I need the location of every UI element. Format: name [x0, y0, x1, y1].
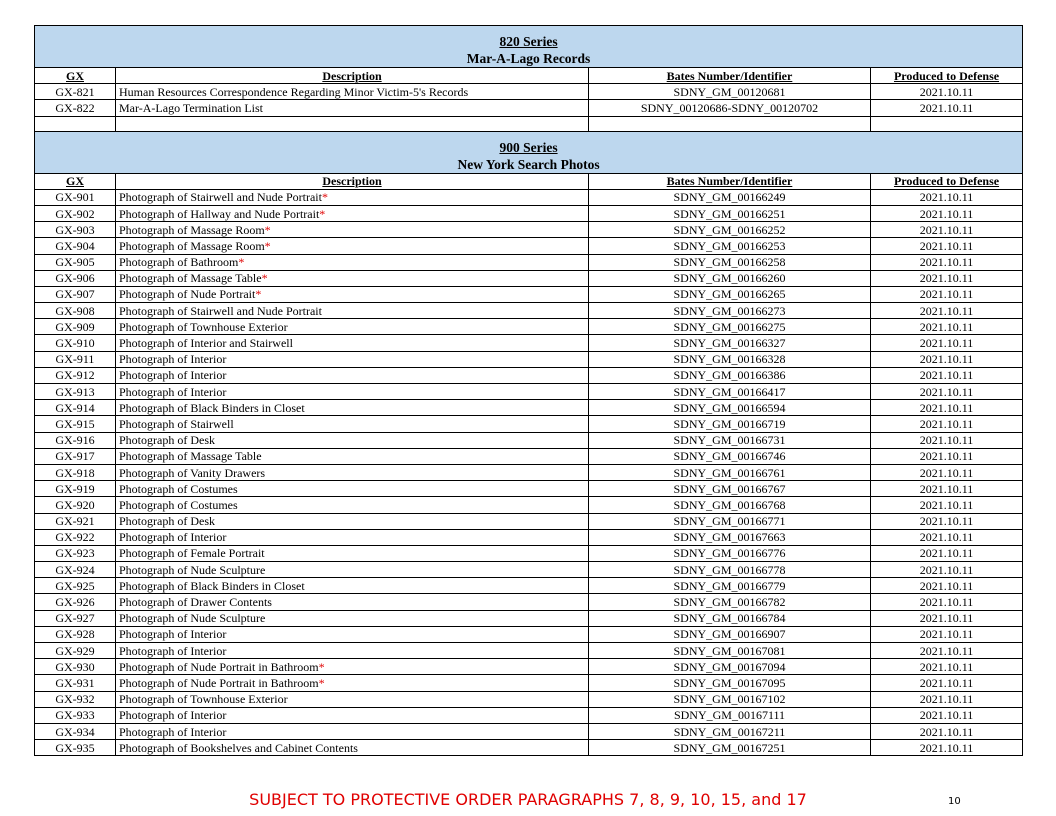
protective-order-footer: SUBJECT TO PROTECTIVE ORDER PARAGRAPHS 7, 8, 9, 10, 15, and 17 [249, 790, 807, 809]
description-text: Photograph of Desk [119, 514, 215, 529]
description-text: Photograph of Interior [119, 368, 227, 383]
bates-cell: SDNY_GM_00167663 [589, 529, 871, 545]
asterisk-marker: * [264, 222, 271, 237]
description-text: Photograph of Black Binders in Closet [119, 578, 305, 593]
produced-date-cell: 2021.10.11 [871, 205, 1023, 221]
gx-cell: GX-902 [35, 205, 116, 221]
table-row [35, 529, 1023, 545]
description-cell [116, 335, 589, 351]
col-bates-header: Bates Number/Identifier [589, 173, 871, 189]
bates-cell: SDNY_GM_00167251 [589, 740, 871, 756]
produced-date-cell: 2021.10.11 [871, 100, 1023, 116]
gx-cell: GX-901 [35, 189, 116, 205]
gx-cell: GX-922 [35, 529, 116, 545]
col-gx-header: GX [35, 173, 116, 189]
description-text: Human Resources Correspondence Regarding Minor Victim-5's Records [119, 84, 469, 99]
bates-cell: SDNY_GM_00166417 [589, 384, 871, 400]
bates-cell: SDNY_GM_00166252 [589, 222, 871, 238]
description-text: Photograph of Desk [119, 433, 215, 448]
gx-cell: GX-905 [35, 254, 116, 270]
table-row [35, 303, 1023, 319]
description-text: Photograph of Interior [119, 530, 227, 545]
section-900-title: 900 Series [499, 139, 558, 155]
description-cell [116, 205, 589, 221]
gx-cell: GX-923 [35, 545, 116, 561]
produced-date-cell: 2021.10.11 [871, 740, 1023, 756]
description-cell [116, 513, 589, 529]
section-900-heading [35, 131, 1023, 173]
gx-cell: GX-931 [35, 675, 116, 691]
description-cell [116, 659, 589, 675]
col-bates-header: Bates Number/Identifier [589, 68, 871, 84]
produced-date-cell: 2021.10.11 [871, 319, 1023, 335]
table-row [35, 497, 1023, 513]
table-row [35, 238, 1023, 254]
produced-date-cell: 2021.10.11 [871, 594, 1023, 610]
produced-date-cell: 2021.10.11 [871, 513, 1023, 529]
bates-cell: SDNY_GM_00167081 [589, 643, 871, 659]
description-cell [116, 464, 589, 480]
asterisk-marker: * [319, 206, 326, 221]
produced-date-cell: 2021.10.11 [871, 254, 1023, 270]
description-cell [116, 740, 589, 756]
description-text: Photograph of Interior and Stairwell [119, 336, 293, 351]
produced-date-cell: 2021.10.11 [871, 643, 1023, 659]
table-row [35, 594, 1023, 610]
description-text: Photograph of Townhouse Exterior [119, 692, 288, 707]
table-row [35, 481, 1023, 497]
section-900-subtitle: New York Search Photos [457, 156, 600, 172]
description-cell [116, 481, 589, 497]
description-text: Photograph of Nude Portrait in Bathroom [119, 659, 319, 674]
description-text: Photograph of Vanity Drawers [119, 465, 266, 480]
description-text: Photograph of Stairwell [119, 416, 234, 431]
description-text: Photograph of Nude Portrait [119, 287, 256, 302]
bates-cell: SDNY_00120686-SDNY_00120702 [589, 100, 871, 116]
produced-date-cell: 2021.10.11 [871, 351, 1023, 367]
col-produced-header: Produced to Defense [871, 68, 1023, 84]
gx-cell: GX-926 [35, 594, 116, 610]
bates-cell: SDNY_GM_00166731 [589, 432, 871, 448]
produced-date-cell: 2021.10.11 [871, 384, 1023, 400]
column-header-row [35, 68, 1023, 84]
column-header-row [35, 173, 1023, 189]
produced-date-cell: 2021.10.11 [871, 578, 1023, 594]
gx-cell: GX-928 [35, 626, 116, 642]
section-900-header [35, 131, 1023, 173]
table-row [35, 384, 1023, 400]
table-row [35, 707, 1023, 723]
table-row [35, 367, 1023, 383]
description-cell [116, 529, 589, 545]
bates-cell: SDNY_GM_00166768 [589, 497, 871, 513]
description-cell [116, 723, 589, 739]
description-cell [116, 286, 589, 302]
description-cell [116, 400, 589, 416]
bates-cell: SDNY_GM_00166782 [589, 594, 871, 610]
produced-date-cell: 2021.10.11 [871, 562, 1023, 578]
produced-date-cell: 2021.10.11 [871, 707, 1023, 723]
bates-cell: SDNY_GM_00167111 [589, 707, 871, 723]
produced-date-cell: 2021.10.11 [871, 691, 1023, 707]
table-row [35, 562, 1023, 578]
description-text: Photograph of Interior [119, 643, 227, 658]
table-row [35, 545, 1023, 561]
produced-date-cell: 2021.10.11 [871, 481, 1023, 497]
description-text: Photograph of Interior [119, 724, 227, 739]
asterisk-marker: * [321, 190, 328, 205]
exhibit-list-sheet [34, 25, 1022, 756]
description-cell [116, 448, 589, 464]
description-cell [116, 351, 589, 367]
spacer-row [35, 116, 1023, 131]
gx-cell: GX-909 [35, 319, 116, 335]
bates-cell: SDNY_GM_00166907 [589, 626, 871, 642]
gx-cell: GX-912 [35, 367, 116, 383]
table-row [35, 222, 1023, 238]
description-text: Photograph of Female Portrait [119, 546, 265, 561]
produced-date-cell: 2021.10.11 [871, 303, 1023, 319]
description-text: Photograph of Costumes [119, 497, 238, 512]
table-row [35, 400, 1023, 416]
description-cell [116, 497, 589, 513]
bates-cell: SDNY_GM_00166784 [589, 610, 871, 626]
bates-cell: SDNY_GM_00167102 [589, 691, 871, 707]
description-text: Photograph of Drawer Contents [119, 595, 272, 610]
produced-date-cell: 2021.10.11 [871, 286, 1023, 302]
bates-cell: SDNY_GM_00166771 [589, 513, 871, 529]
bates-cell: SDNY_GM_00166761 [589, 464, 871, 480]
exhibit-table-body [35, 26, 1023, 756]
table-row [35, 610, 1023, 626]
description-cell [116, 643, 589, 659]
bates-cell: SDNY_GM_00166327 [589, 335, 871, 351]
gx-cell: GX-934 [35, 723, 116, 739]
gx-cell: GX-920 [35, 497, 116, 513]
table-row [35, 205, 1023, 221]
produced-date-cell: 2021.10.11 [871, 464, 1023, 480]
produced-date-cell: 2021.10.11 [871, 84, 1023, 100]
bates-cell: SDNY_GM_00166265 [589, 286, 871, 302]
col-gx-header: GX [35, 68, 116, 84]
bates-cell: SDNY_GM_00166746 [589, 448, 871, 464]
table-row [35, 691, 1023, 707]
bates-cell: SDNY_GM_00167094 [589, 659, 871, 675]
section-820-title: 820 Series [499, 34, 558, 49]
description-cell [116, 270, 589, 286]
description-text: Photograph of Massage Room [119, 222, 265, 237]
asterisk-marker: * [318, 659, 325, 674]
description-cell [116, 416, 589, 432]
description-cell [116, 707, 589, 723]
col-description-header: Description [116, 173, 589, 189]
table-row [35, 513, 1023, 529]
description-cell [116, 432, 589, 448]
table-row [35, 319, 1023, 335]
gx-cell: GX-921 [35, 513, 116, 529]
description-text: Photograph of Massage Room [119, 238, 265, 253]
table-row [35, 432, 1023, 448]
description-cell [116, 545, 589, 561]
section-820-subtitle: Mar-A-Lago Records [466, 51, 591, 66]
description-cell [116, 626, 589, 642]
description-cell [116, 367, 589, 383]
gx-cell: GX-916 [35, 432, 116, 448]
produced-date-cell: 2021.10.11 [871, 189, 1023, 205]
gx-cell: GX-914 [35, 400, 116, 416]
bates-cell: SDNY_GM_00166776 [589, 545, 871, 561]
produced-date-cell: 2021.10.11 [871, 545, 1023, 561]
description-text: Mar-A-Lago Termination List [119, 100, 263, 115]
gx-cell: GX-911 [35, 351, 116, 367]
section-820-header [35, 26, 1023, 68]
page-number: 10 [948, 796, 961, 807]
table-row [35, 254, 1023, 270]
gx-cell: GX-935 [35, 740, 116, 756]
asterisk-marker: * [238, 255, 245, 270]
gx-cell: GX-906 [35, 270, 116, 286]
gx-cell: GX-929 [35, 643, 116, 659]
produced-date-cell: 2021.10.11 [871, 448, 1023, 464]
description-text: Photograph of Massage Table [119, 449, 262, 464]
table-row [35, 335, 1023, 351]
produced-date-cell: 2021.10.11 [871, 610, 1023, 626]
description-text: Photograph of Nude Portrait in Bathroom [119, 675, 319, 690]
description-text: Photograph of Bathroom [119, 255, 239, 270]
description-cell [116, 691, 589, 707]
table-row [35, 675, 1023, 691]
description-cell [116, 594, 589, 610]
description-cell [116, 222, 589, 238]
produced-date-cell: 2021.10.11 [871, 367, 1023, 383]
bates-cell: SDNY_GM_00166779 [589, 578, 871, 594]
col-produced-header: Produced to Defense [871, 173, 1023, 189]
description-cell [116, 84, 589, 100]
produced-date-cell: 2021.10.11 [871, 626, 1023, 642]
col-description-header: Description [116, 68, 589, 84]
description-cell [116, 610, 589, 626]
description-text: Photograph of Nude Sculpture [119, 611, 266, 626]
table-row [35, 100, 1023, 116]
description-text: Photograph of Stairwell and Nude Portrait [119, 303, 322, 318]
description-cell [116, 578, 589, 594]
description-cell [116, 303, 589, 319]
bates-cell: SDNY_GM_00166258 [589, 254, 871, 270]
produced-date-cell: 2021.10.11 [871, 238, 1023, 254]
produced-date-cell: 2021.10.11 [871, 659, 1023, 675]
description-cell [116, 319, 589, 335]
table-row [35, 84, 1023, 100]
gx-cell: GX-927 [35, 610, 116, 626]
table-row [35, 270, 1023, 286]
bates-cell: SDNY_GM_00167095 [589, 675, 871, 691]
gx-cell: GX-822 [35, 100, 116, 116]
table-row [35, 448, 1023, 464]
table-row [35, 626, 1023, 642]
table-row [35, 464, 1023, 480]
bates-cell: SDNY_GM_00120681 [589, 84, 871, 100]
gx-cell: GX-918 [35, 464, 116, 480]
produced-date-cell: 2021.10.11 [871, 432, 1023, 448]
table-row [35, 189, 1023, 205]
produced-date-cell: 2021.10.11 [871, 222, 1023, 238]
gx-cell: GX-930 [35, 659, 116, 675]
gx-cell: GX-903 [35, 222, 116, 238]
exhibit-table [34, 25, 1023, 756]
description-text: Photograph of Black Binders in Closet [119, 400, 305, 415]
asterisk-marker: * [318, 675, 325, 690]
bates-cell: SDNY_GM_00166273 [589, 303, 871, 319]
description-text: Photograph of Interior [119, 384, 227, 399]
gx-cell: GX-924 [35, 562, 116, 578]
gx-cell: GX-910 [35, 335, 116, 351]
bates-cell: SDNY_GM_00166253 [589, 238, 871, 254]
table-row [35, 578, 1023, 594]
description-text: Photograph of Interior [119, 352, 227, 367]
description-cell [116, 189, 589, 205]
produced-date-cell: 2021.10.11 [871, 497, 1023, 513]
asterisk-marker: * [264, 238, 271, 253]
table-row [35, 723, 1023, 739]
asterisk-marker: * [261, 271, 268, 286]
bates-cell: SDNY_GM_00166249 [589, 189, 871, 205]
description-text: Photograph of Townhouse Exterior [119, 319, 288, 334]
description-text: Photograph of Hallway and Nude Portrait [119, 206, 320, 221]
bates-cell: SDNY_GM_00166275 [589, 319, 871, 335]
bates-cell: SDNY_GM_00166251 [589, 205, 871, 221]
bates-cell: SDNY_GM_00166386 [589, 367, 871, 383]
table-row [35, 659, 1023, 675]
bates-cell: SDNY_GM_00166719 [589, 416, 871, 432]
bates-cell: SDNY_GM_00166328 [589, 351, 871, 367]
produced-date-cell: 2021.10.11 [871, 529, 1023, 545]
produced-date-cell: 2021.10.11 [871, 270, 1023, 286]
gx-cell: GX-904 [35, 238, 116, 254]
gx-cell: GX-913 [35, 384, 116, 400]
bates-cell: SDNY_GM_00167211 [589, 723, 871, 739]
description-text: Photograph of Massage Table [119, 271, 262, 286]
description-cell [116, 254, 589, 270]
bates-cell: SDNY_GM_00166260 [589, 270, 871, 286]
gx-cell: GX-821 [35, 84, 116, 100]
table-row [35, 740, 1023, 756]
gx-cell: GX-925 [35, 578, 116, 594]
description-text: Photograph of Interior [119, 708, 227, 723]
gx-cell: GX-932 [35, 691, 116, 707]
table-row [35, 351, 1023, 367]
gx-cell: GX-917 [35, 448, 116, 464]
gx-cell: GX-919 [35, 481, 116, 497]
description-cell [116, 384, 589, 400]
bates-cell: SDNY_GM_00166778 [589, 562, 871, 578]
gx-cell: GX-908 [35, 303, 116, 319]
gx-cell: GX-933 [35, 707, 116, 723]
table-row [35, 416, 1023, 432]
produced-date-cell: 2021.10.11 [871, 400, 1023, 416]
table-row [35, 643, 1023, 659]
section-820-heading [35, 26, 1023, 68]
description-cell [116, 675, 589, 691]
produced-date-cell: 2021.10.11 [871, 723, 1023, 739]
table-row [35, 286, 1023, 302]
description-cell [116, 100, 589, 116]
bates-cell: SDNY_GM_00166594 [589, 400, 871, 416]
bates-cell: SDNY_GM_00166767 [589, 481, 871, 497]
description-text: Photograph of Stairwell and Nude Portrait [119, 190, 322, 205]
description-text: Photograph of Bookshelves and Cabinet Contents [119, 740, 358, 755]
description-text: Photograph of Costumes [119, 481, 238, 496]
description-text: Photograph of Interior [119, 627, 227, 642]
description-cell [116, 562, 589, 578]
gx-cell: GX-907 [35, 286, 116, 302]
description-cell [116, 238, 589, 254]
produced-date-cell: 2021.10.11 [871, 416, 1023, 432]
produced-date-cell: 2021.10.11 [871, 335, 1023, 351]
produced-date-cell: 2021.10.11 [871, 675, 1023, 691]
asterisk-marker: * [255, 287, 262, 302]
description-text: Photograph of Nude Sculpture [119, 562, 266, 577]
gx-cell: GX-915 [35, 416, 116, 432]
